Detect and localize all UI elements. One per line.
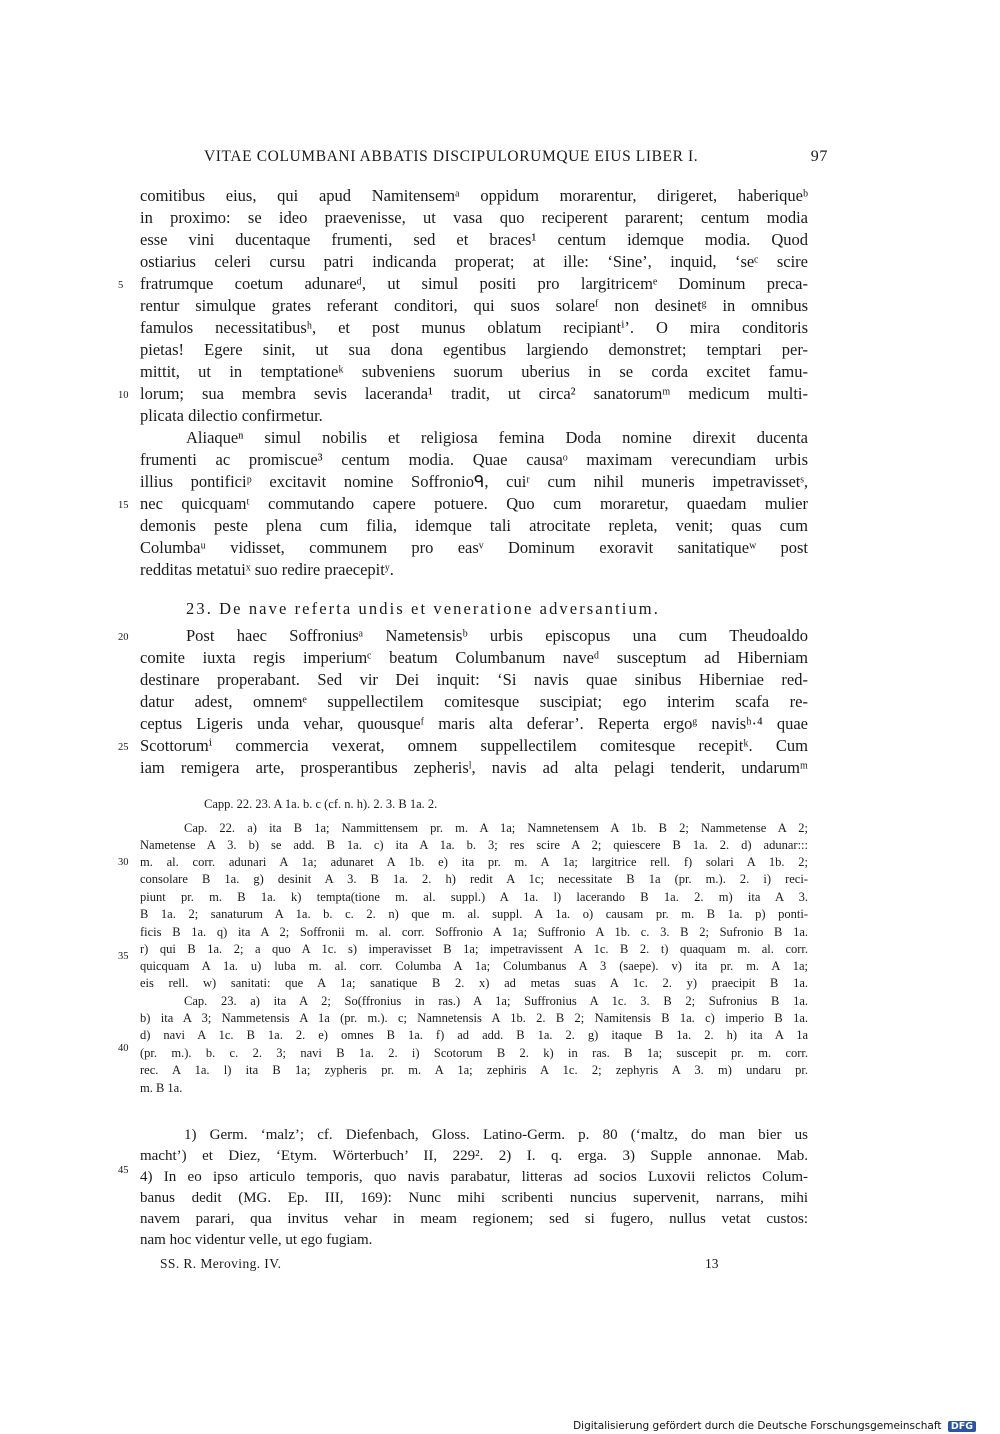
gathering-number: 13 — [705, 1256, 719, 1271]
text-line: Aliaqueⁿ simul nobilis et religiosa femina Doda nomine direxit ducenta — [186, 428, 808, 447]
text-line: illius pontificiᵖ excitavit nomine Soffronioᑫ, cuiʳ cum nihil muneris impetravissetˢ, — [140, 472, 808, 491]
text-line: comitibus eius, qui apud Namitensemᵃ oppidum morarentur, dirigeret, haberiqueᵇ — [140, 186, 808, 205]
line-number: 30 — [118, 857, 129, 868]
apparatus-line: m. B 1a. — [140, 1081, 183, 1095]
text-line: rentur simulque grates referant conditori, qui suos solareᶠ non desinetᵍ in omnibus — [140, 296, 808, 315]
footnote-line: macht’) et Diez, ‘Etym. Wörterbuch’ II, 229². 2) I. q. erga. 3) Supple annonae. Mab. — [140, 1148, 808, 1164]
series-signature: SS. R. Meroving. IV. — [160, 1256, 282, 1271]
line-number: 5 — [118, 280, 124, 291]
footnote-line: banus dedit (MG. Ep. III, 169): Nunc mihi scribenti nuncius supervenit, narrans, mihi — [140, 1190, 808, 1206]
running-title: VITAE COLUMBANI ABBATIS DISCIPULORUMQUE EIUS LIBER I. — [204, 148, 699, 165]
apparatus-line: rec. A 1a. l) ita B 1a; zypheris pr. m. A 1a; zephiris A 1c. 2; zephyris A 3. m) undaru pr. — [140, 1063, 808, 1077]
text-line: nec quicquamᵗ commutando capere potuere. Quo cum moraretur, quaedam mulier — [140, 494, 808, 513]
apparatus-line: consolare B 1a. g) desinit A 3. B 1a. 2. h) redit A 1c; necessitate B 1a (pr. m.). 2. i) reci- — [140, 872, 808, 886]
line-number: 25 — [118, 742, 129, 753]
apparatus-line: piunt pr. m. B 1a. k) tempta(tione m. al. suppl.) A 1a. l) lacerando B 1a. 2. m) ita A 3. — [140, 890, 808, 904]
text-line: in proximo: se ideo praevenisse, ut vasa quo reciperent pararent; centum modia — [140, 208, 808, 227]
text-line: redditas metatuiˣ suo redire praecepitʸ. — [140, 560, 394, 579]
text-line: mittit, ut in temptationeᵏ subveniens suorum uberius in se corda excitet famu- — [140, 362, 808, 381]
apparatus-line: B 1a. 2; sanaturum A 1a. b. c. 2. n) que m. al. suppl. A 1a. o) causam pr. m. B 1a. p) ponti- — [140, 907, 808, 921]
apparatus-line: m. al. corr. adunari A 1a; adunaret A 1b. e) ita pr. m. A 1a; largitrice rell. f) solari A 1b. 2; — [140, 855, 808, 869]
line-number: 45 — [118, 1165, 129, 1176]
digitization-notice — [573, 1420, 976, 1432]
text-line: plicata dilectio confirmetur. — [140, 406, 323, 425]
text-line: destinare properabant. Sed vir Dei inquit: ‘Si navis quae sinibus Hiberniae red- — [140, 670, 808, 689]
text-line: famulos necessitatibusʰ, et post munus oblatum recipiantⁱ’. O mira conditoris — [140, 318, 808, 337]
line-number: 10 — [118, 390, 129, 401]
text-line: comite iuxta regis imperiumᶜ beatum Columbanum naveᵈ susceptum ad Hiberniam — [140, 648, 808, 667]
apparatus-line: quicquam A 1a. u) luba m. al. corr. Columba A 1a; Columbanus A 3 (saepe). v) ita pr. m. A 1a; — [140, 959, 808, 973]
apparatus-line: Capp. 22. 23. A 1a. b. c (cf. n. h). 2. 3. B 1a. 2. — [204, 797, 438, 811]
text-line: ceptus Ligeris unda vehar, quousqueᶠ maris alta deferar’. Reperta ergoᵍ navisʰ·⁴ quae — [140, 714, 808, 733]
apparatus-line: ficis B 1a. q) ita A 2; Soffronii m. al. corr. Soffronio A 1a; Suffronio A 1b. c. 3. B 2; Sufronio B 1a. — [140, 925, 808, 939]
text-line: pietas! Egere sinit, ut sua dona egentibus largiendo demonstret; temptari per- — [140, 340, 808, 359]
apparatus-line: (pr. m.). b. c. 2. 3; navi B 1a. 2. i) Scotorum B 2. k) in ras. B 1a; suscepit pr. m. corr. — [140, 1046, 808, 1060]
text-line: lorum; sua membra sevis laceranda¹ tradit, ut circa² sanatorumᵐ medicum multi- — [140, 384, 808, 403]
text-line: frumenti ac promiscue³ centum modia. Quae causaᵒ maximam verecundiam urbis — [140, 450, 808, 469]
footnote-line: navem parari, qua invitus vehar in meam regionem; sed si fugero, nullus vetat custos: — [140, 1211, 808, 1227]
digitization-text: Digitalisierung gefördert durch die Deutsche Forschungsgemeinschaft — [573, 1420, 942, 1432]
text-line: datur adest, omnemᵉ suppellectilem comitesque suscipiat; ego interim scafa re- — [140, 692, 808, 711]
line-number: 40 — [118, 1043, 129, 1054]
apparatus-line: Cap. 22. a) ita B 1a; Nammittensem pr. m. A 1a; Namnetensem A 1b. B 2; Nammetense A 2; — [184, 821, 808, 835]
apparatus-line: d) navi A 1c. B 1a. 2. e) omnes B 1a. f) ad add. B 1a. 2. g) itaque B 1a. 2. h) ita A 1a — [140, 1028, 808, 1042]
footnote-line: 4) In eo ipso articulo temporis, quo navis parabatur, litteras ad socios Luxovii relictos Colum- — [140, 1169, 808, 1185]
apparatus-line: r) qui B 1a. 2; a quo A 1c. s) imperavisset B 1a; impetravissent A 1c. B 2. t) quaquam m. al. corr. — [140, 942, 808, 956]
text-line: Scottorumⁱ commercia vexerat, omnem suppellectilem comitesque recepitᵏ. Cum — [140, 736, 808, 755]
footnote-line: nam hoc videntur velle, ut ego fugiam. — [140, 1232, 373, 1248]
section-heading: 23. De nave referta undis et veneratione adversantium. — [186, 599, 660, 618]
text-line: Post haec Soffroniusᵃ Nametensisᵇ urbis episcopus una cum Theudoaldo — [186, 626, 808, 645]
apparatus-line: Nametense A 3. b) se add. B 1a. c) ita A 1a. b. 3; res scire A 2; quiescere B 1a. 2. d) adunar::: — [140, 838, 808, 852]
text-line: fratrumque coetum adunareᵈ, ut simul positi pro largitricemᵉ Dominum preca- — [140, 274, 808, 293]
dfg-logo[interactable]: DFG — [948, 1421, 976, 1432]
text-line: iam remigera arte, prosperantibus zepherisˡ, navis ad alta pelagi tenderit, undarumᵐ — [140, 758, 808, 777]
apparatus-line: b) ita A 3; Nammetensis A 1a (pr. m.). c; Namnetensis A 1b. 2. B 2; Namitensis B 1a. c) imperio B 1a. — [140, 1011, 808, 1025]
line-number: 15 — [118, 500, 129, 511]
line-number: 20 — [118, 632, 129, 643]
apparatus-line: Cap. 23. a) ita A 2; So(ffronius in ras.) A 1a; Suffronius A 1c. 3. B 2; Sufronius B 1a. — [184, 994, 808, 1008]
page-number: 97 — [810, 148, 828, 165]
apparatus-line: eis rell. w) sanitati: que A 1a; sanatique B 2. x) ad metas suas A 1c. 2. y) praecipit B 1a. — [140, 976, 808, 990]
text-line: Columbaᵘ vidisset, communem pro easᵛ Dominum exoravit sanitatiqueʷ post — [140, 538, 808, 557]
footnote-line: 1) Germ. ‘malz’; cf. Diefenbach, Gloss. Latino-Germ. p. 80 (‘maltz, do man bier us — [184, 1127, 808, 1143]
line-number: 35 — [118, 951, 129, 962]
text-line: ostiarius celeri cursu patri indicanda properat; at ille: ‘Sine’, inquid, ‘seᶜ scire — [140, 252, 808, 271]
text-line: demonis peste plena cum filia, idemque tali atrocitate repleta, venit; quas cum — [140, 516, 808, 535]
text-line: esse vini ducentaque frumenti, sed et braces¹ centum idemque modia. Quod — [140, 230, 808, 249]
running-header — [204, 148, 828, 166]
